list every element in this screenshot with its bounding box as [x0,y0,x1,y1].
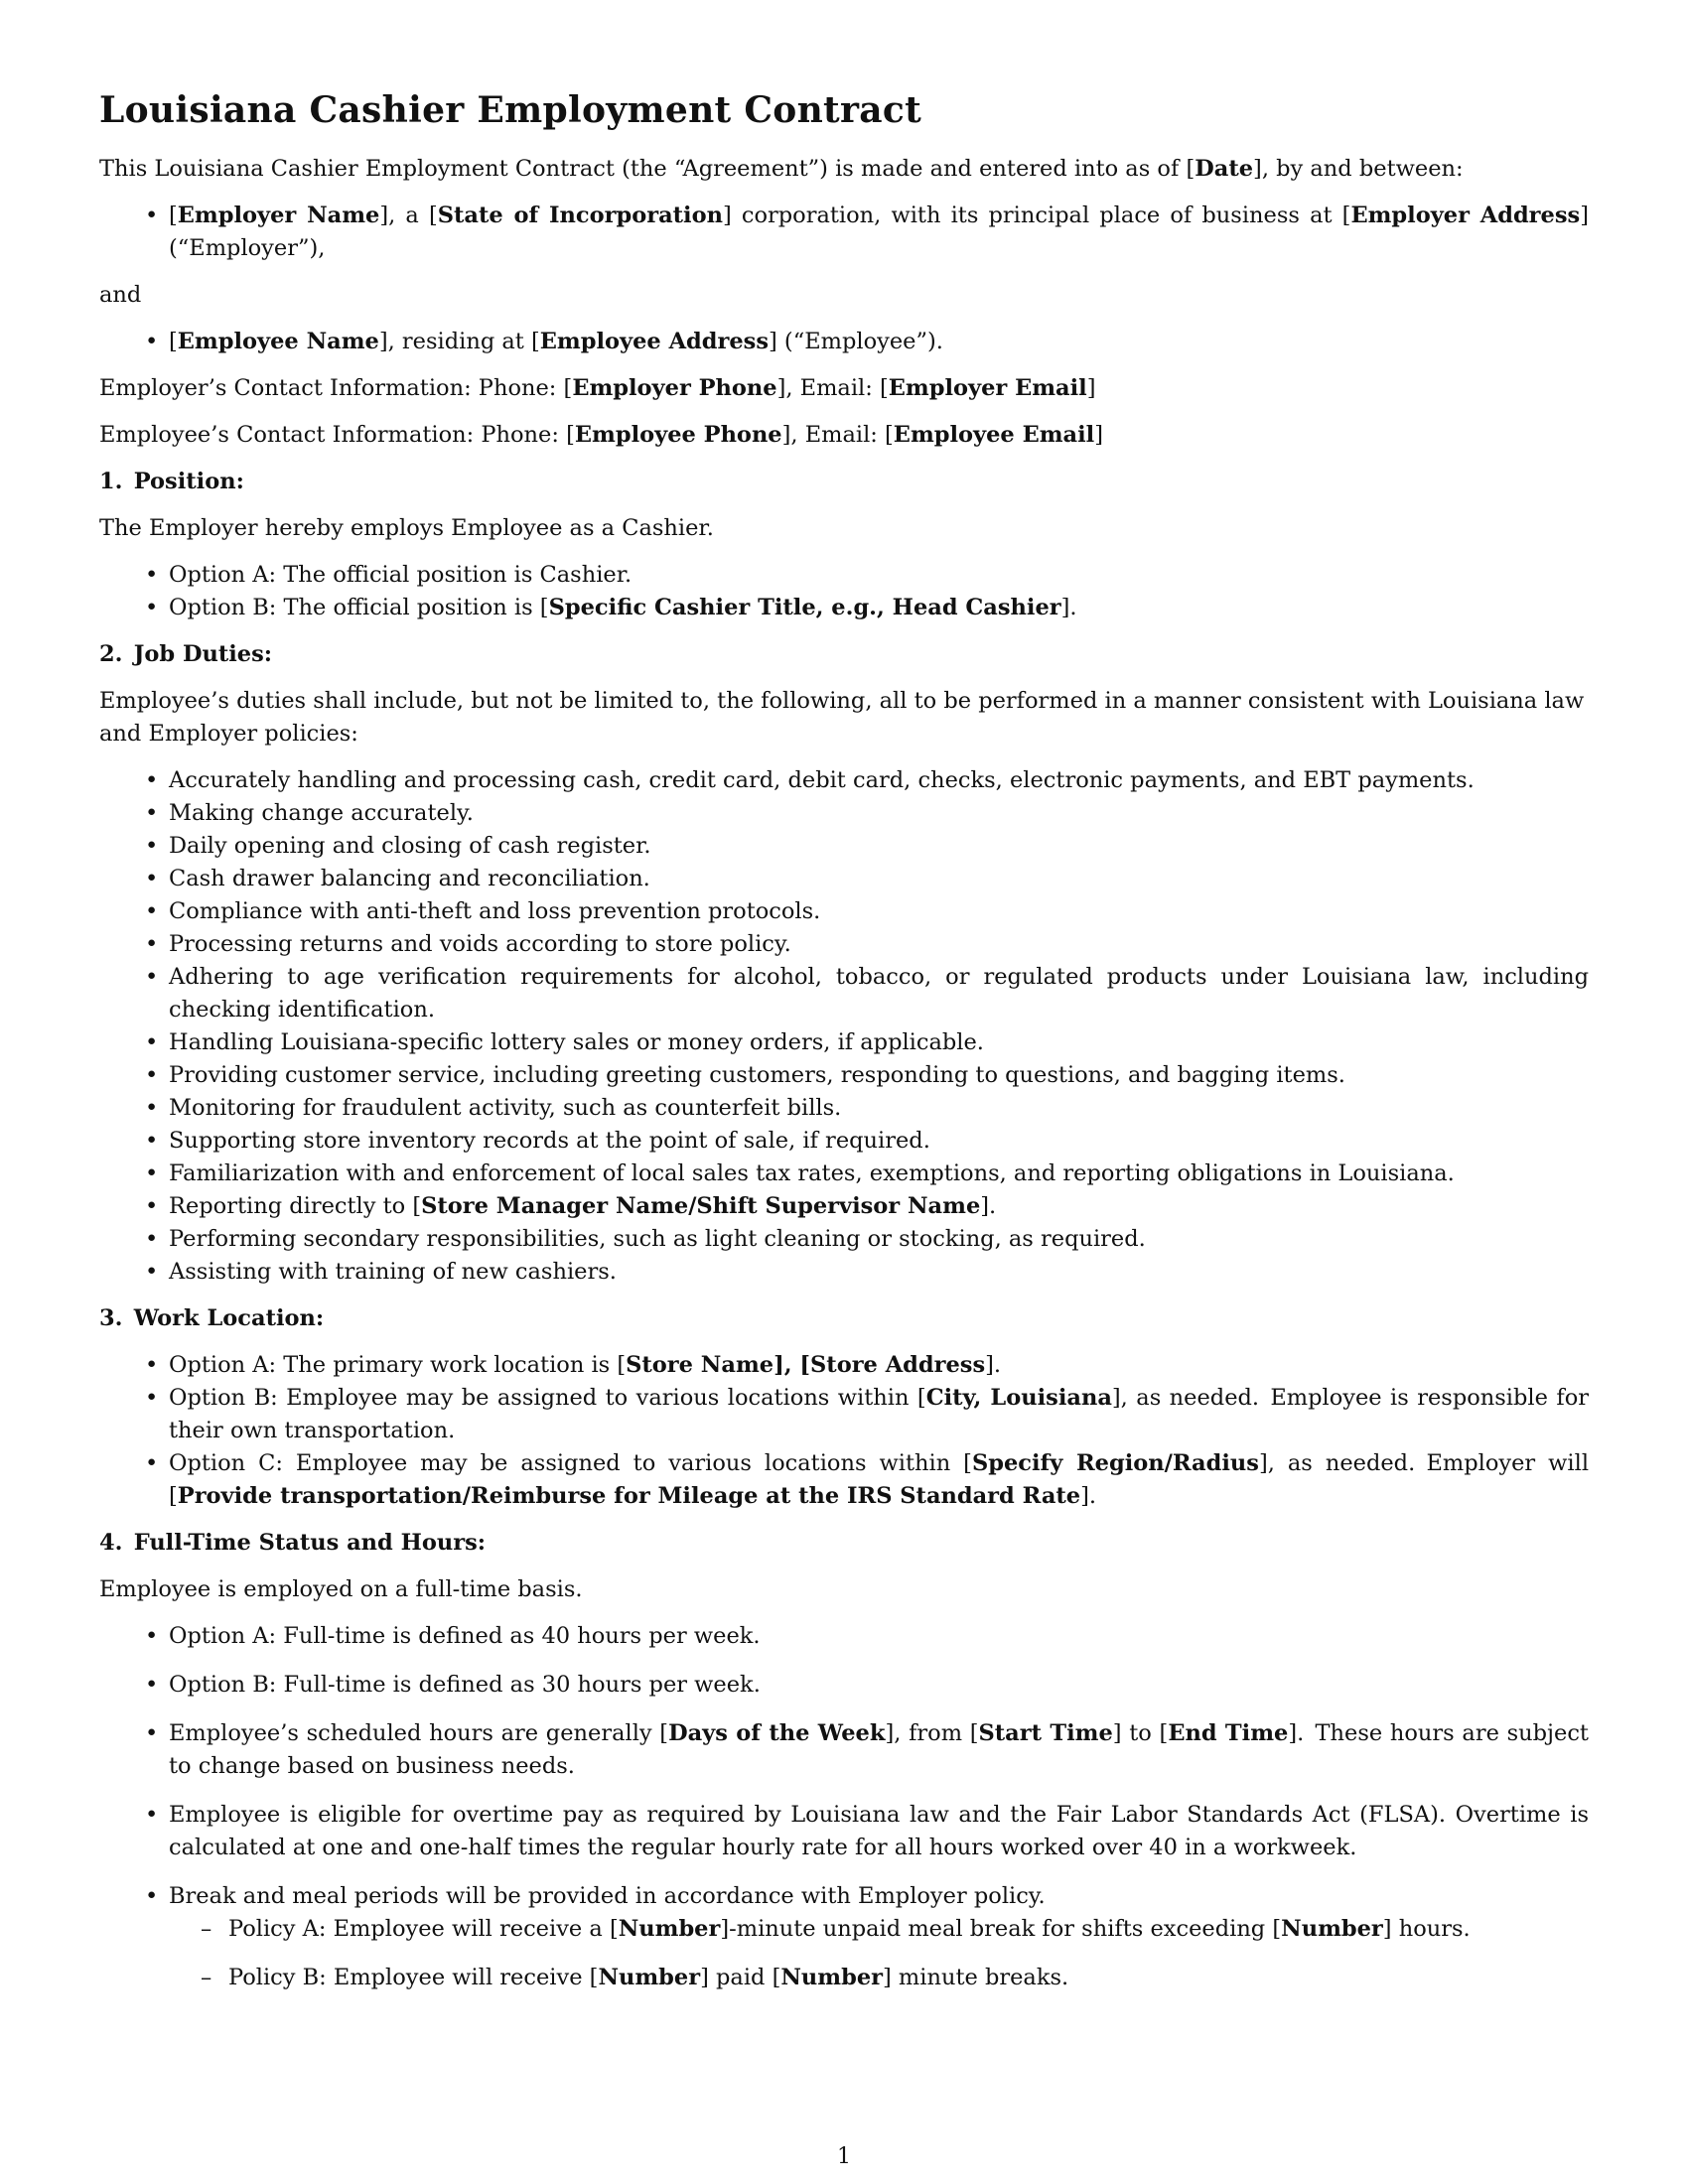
duty-item: • Providing customer service, including greeting customers, responding to questions, and bagging items. [169,1059,1589,1092]
employer-party-list [99,200,1589,265]
break-policy-b: – Policy B: Employee will receive [Number] paid [Number] minute breaks. [228,1962,1589,1994]
duty-item: • Adhering to age verification requirements for alcohol, tobacco, or regulated products under Louisiana law, including checking identification. [169,961,1589,1026]
duty-item: • Assisting with training of new cashiers. [169,1256,1589,1289]
employer-contact-info: Employer’s Contact Information: Phone: [Employer Phone], Email: [Employer Email] [99,375,1096,401]
duty-item: • Compliance with anti-theft and loss prevention protocols. [169,895,1589,928]
duty-item: • Processing returns and voids according to store policy. [169,928,1589,961]
overtime-clause: • Employee is eligible for overtime pay as required by Louisiana law and the Fair Labor Standards Act (FLSA). Overtime is calculated at one and one-half times the regular hourly rate for all hours worked over 40 in a workweek. [169,1799,1589,1864]
document-title: Louisiana Cashier Employment Contract [99,89,922,131]
full-time-text: Employee is employed on a full-time basis. [99,1576,583,1602]
full-time-options [99,1620,1589,1994]
position-option-b: • Option B: The official position is [Specific Cashier Title, e.g., Head Cashier]. [169,592,1589,624]
duty-item: • Making change accurately. [169,797,1589,830]
break-policies [169,1913,1589,1994]
duty-item: • Monitoring for fraudulent activity, such as counterfeit bills. [169,1092,1589,1125]
employee-party-list [99,326,1589,358]
and-text: and [99,282,142,308]
section-heading-job-duties: 2. Job Duties: [99,641,273,667]
break-policy-a: – Policy A: Employee will receive a [Number]-minute unpaid meal break for shifts exceeding [Number] hours. [228,1913,1589,1946]
employer-party: • [Employer Name], a [State of Incorporation] corporation, with its principal place of business at [Employer Address] (“Employer”), [169,200,1589,265]
date-placeholder: Date [1195,156,1254,182]
duty-item: • Familiarization with and enforcement of local sales tax rates, exemptions, and reporting obligations in Louisiana. [169,1158,1589,1190]
location-option-b: • Option B: Employee may be assigned to various locations within [City, Louisiana], as needed. Employee is responsible for their own transportation. [169,1382,1589,1447]
intro-paragraph: This Louisiana Cashier Employment Contract (the “Agreement”) is made and entered into as of [Date], by and between: [99,156,1464,182]
job-duties-text: Employee’s duties shall include, but not be limited to, the following, all to be performed in a manner consistent with Louisiana law and Employer policies: [99,688,1585,747]
duty-item-reporting: • Reporting directly to [Store Manager Name/Shift Supervisor Name]. [169,1190,1589,1223]
duty-item: • Cash drawer balancing and reconciliation. [169,863,1589,895]
duty-item: • Handling Louisiana-specific lottery sales or money orders, if applicable. [169,1026,1589,1059]
hours-option-a: • Option A: Full-time is defined as 40 hours per week. [169,1620,1589,1653]
location-option-c: • Option C: Employee may be assigned to various locations within [Specify Region/Radius], as needed. Employer will [Provide transportation/Reimburse for Mileage at the IRS Standard Rate]. [169,1447,1589,1513]
break-clause: • Break and meal periods will be provided in accordance with Employer policy. – Policy A: Employee will receive a [Number]-minute unpaid meal break for shifts exceeding [Number] hours. – Policy B: Employee will receive [Number] paid [Number] minute breaks. [169,1880,1589,1994]
duty-item: • Daily opening and closing of cash register. [169,830,1589,863]
section-heading-full-time-status: 4. Full-Time Status and Hours: [99,1530,487,1556]
hours-option-b: • Option B: Full-time is defined as 30 hours per week. [169,1669,1589,1702]
work-location-options [99,1349,1589,1513]
duty-item: • Accurately handling and processing cash, credit card, debit card, checks, electronic payments, and EBT payments. [169,764,1589,797]
employee-party: • [Employee Name], residing at [Employee Address] (“Employee”). [169,326,1589,358]
position-option-a: • Option A: The official position is Cashier. [169,559,1589,592]
scheduled-hours: • Employee’s scheduled hours are generally [Days of the Week], from [Start Time] to [End Time]. These hours are subject to change based on business needs. [169,1717,1589,1783]
job-duties-list [99,764,1589,1289]
employee-contact-info: Employee’s Contact Information: Phone: [Employee Phone], Email: [Employee Email] [99,422,1103,448]
contract-page [99,89,1589,2010]
position-options [99,559,1589,624]
section-heading-work-location: 3. Work Location: [99,1305,325,1331]
duty-item: • Performing secondary responsibilities, such as light cleaning or stocking, as required. [169,1223,1589,1256]
location-option-a: • Option A: The primary work location is [Store Name], [Store Address]. [169,1349,1589,1382]
position-text: The Employer hereby employs Employee as a Cashier. [99,515,714,541]
duty-item: • Supporting store inventory records at the point of sale, if required. [169,1125,1589,1158]
page-number: 1 [837,2144,851,2169]
section-heading-position: 1. Position: [99,469,244,494]
